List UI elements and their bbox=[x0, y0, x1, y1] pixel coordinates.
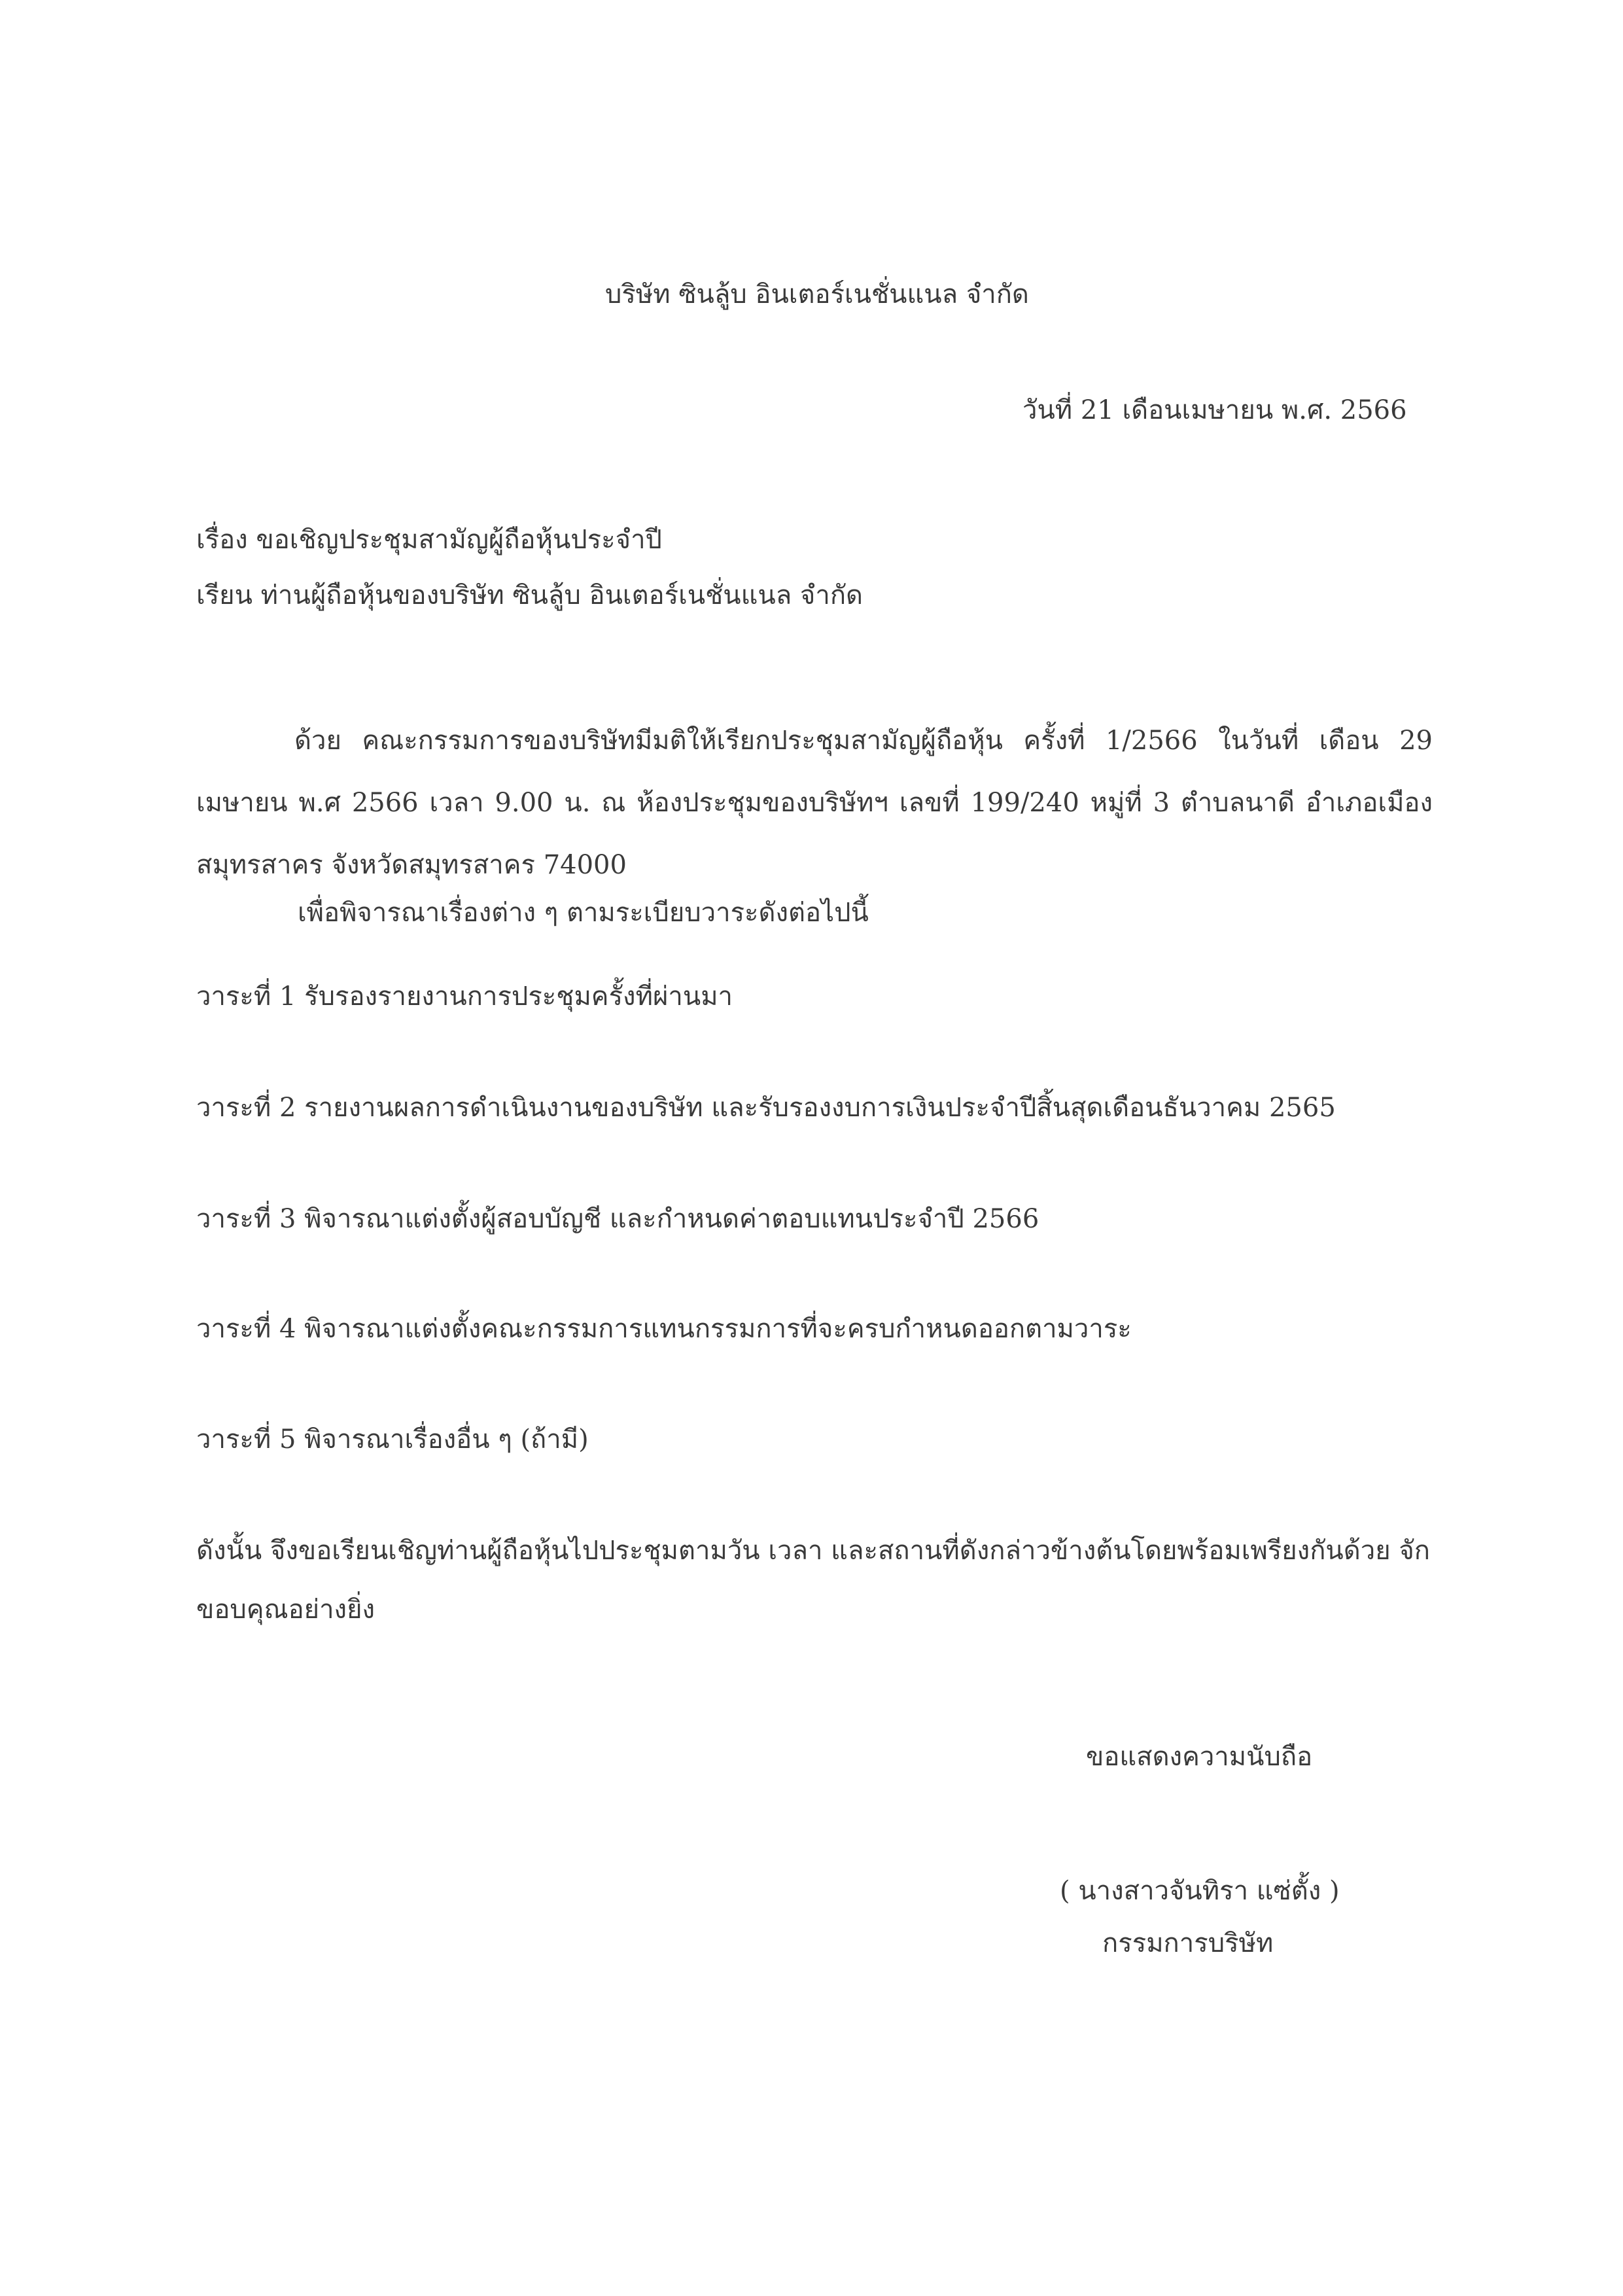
purpose-line: เพื่อพิจารณาเรื่องต่าง ๆ ตามระเบียบวาระดังต่อไปนี้ bbox=[298, 898, 869, 928]
body-paragraph: ด้วย คณะกรรมการของบริษัทมีมติให้เรียกประชุมสามัญผู้ถือหุ้น ครั้งที่ 1/2566 ในวันที่ เดือน 29 เมษายน พ.ศ 2566 เวลา 9.00 น. ณ ห้องประชุมของบริษัทฯ เลขที่ 199/240 หมู่ที่ 3 ตำบลนาดี อำเภอเมืองสมุทรสาคร จังหวัดสมุทรสาคร 74000 bbox=[196, 726, 1433, 880]
agenda-item: วาระที่ 5 พิจารณาเรื่องอื่น ๆ (ถ้ามี) bbox=[196, 1424, 589, 1455]
agenda-item: วาระที่ 4 พิจารณาแต่งตั้งคณะกรรมการแทนกรรมการที่จะครบกำหนดออกตามวาระ bbox=[196, 1314, 1132, 1344]
agenda-item: วาระที่ 1 รับรองรายงานการประชุมครั้งที่ผ่านมา bbox=[196, 981, 733, 1012]
company-title: บริษัท ซินลู้บ อินเตอร์เนชั่นแนล จำกัด bbox=[605, 279, 1029, 309]
agenda-item: วาระที่ 3 พิจารณาแต่งตั้งผู้สอบบัญชี และกำหนดค่าตอบแทนประจำปี 2566 bbox=[196, 1204, 1039, 1234]
letter-date: วันที่ 21 เดือนเมษายน พ.ศ. 2566 bbox=[1022, 395, 1407, 425]
regards-line: ขอแสดงความนับถือ bbox=[1086, 1742, 1313, 1772]
agenda-item: วาระที่ 2 รายงานผลการดำเนินงานของบริษัท และรับรองงบการเงินประจำปีสิ้นสุดเดือนธันวาคม 2565 bbox=[196, 1093, 1336, 1123]
closing-paragraph: ดังนั้น จึงขอเรียนเชิญท่านผู้ถือหุ้นไปประชุมตามวัน เวลา และสถานที่ดังกล่าวข้างต้นโดยพร้อมเพรียงกันด้วย จักขอบคุณอย่างยิ่ง bbox=[196, 1536, 1431, 1625]
letter-subject: เรื่อง ขอเชิญประชุมสามัญผู้ถือหุ้นประจำปี bbox=[196, 525, 662, 555]
signer-title: กรรมการบริษัท bbox=[1102, 1928, 1274, 1958]
letter-recipient: เรียน ท่านผู้ถือหุ้นของบริษัท ซินลู้บ อินเตอร์เนชั่นแนล จำกัด bbox=[196, 580, 864, 610]
signer-name: ( นางสาวจันทิรา แซ่ตั้ง ) bbox=[1060, 1876, 1340, 1906]
